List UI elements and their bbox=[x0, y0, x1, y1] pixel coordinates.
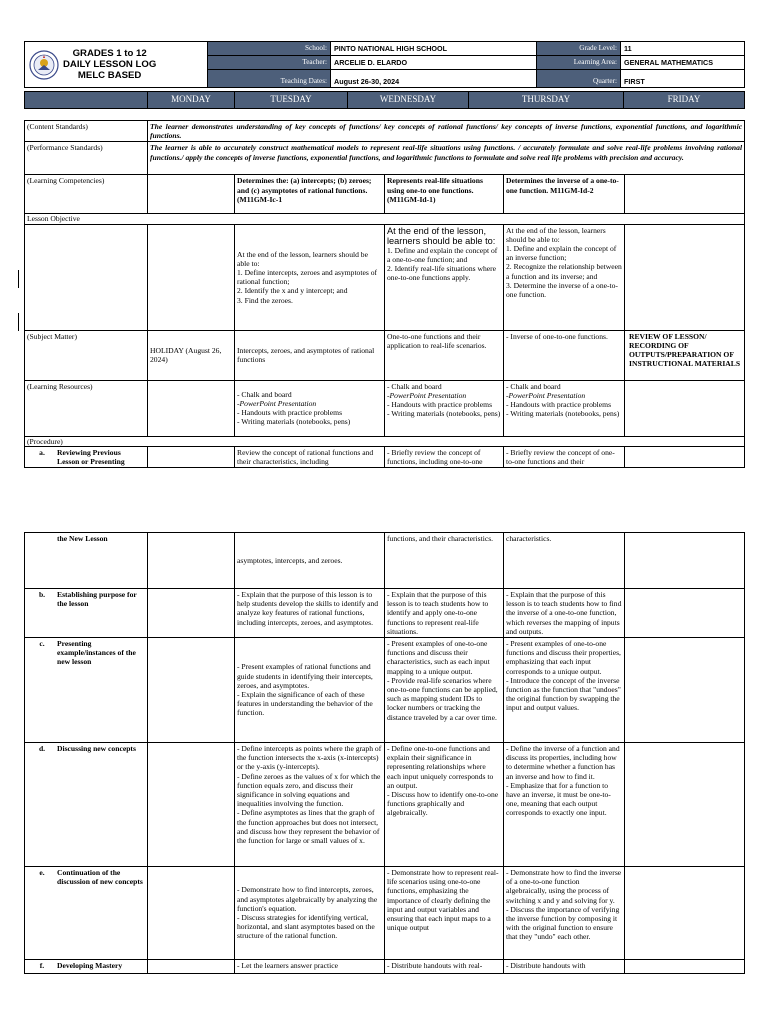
content-standards-text: The learner demonstrates understanding of key concepts of functions/ key concepts of rational functions/ key concepts of inverse functions, exponential functions, and logarithmic functions. bbox=[148, 121, 745, 142]
procedure-c-label: Presenting example/instances of the new lesson bbox=[57, 639, 136, 667]
objective-friday bbox=[625, 224, 745, 330]
resource-item: - Chalk and board bbox=[387, 381, 442, 391]
header-title-cell bbox=[25, 42, 208, 88]
procedure-a-monday bbox=[148, 446, 235, 467]
subject-thursday: - Inverse of one-to-one functions. bbox=[504, 330, 625, 380]
procedure-a-label: Reviewing Previous Lesson or Presenting bbox=[57, 447, 125, 467]
subject-wednesday: One-to-one functions and their application to real-life scenarios. bbox=[385, 330, 504, 380]
procedure-b-tuesday: - Explain that the purpose of this lesson is to help students develop the skills to identify and analyze key features of rational functions, including intercepts, zeroes, and asymptotes. bbox=[235, 589, 385, 638]
procedure-d-tuesday: - Define intercepts as points where the graph of the function intersects the x-axis (x-intercepts) or the y-axis (y-intercepts). - Define zeroes as the values of x for which the function equals zero, and discuss their significance in solving equations and inequalities involving the function. - Define asymptotes as lines that the graph of the function approaches but does not intersect, and discuss how they represent the behavior of the function for large or small values of x. bbox=[235, 743, 385, 867]
procedure-a-tuesday-cont: asymptotes, intercepts, and zeroes. bbox=[235, 533, 385, 589]
resource-item: - Handouts with practice problems bbox=[506, 400, 612, 410]
day-friday: FRIDAY bbox=[624, 92, 745, 109]
resource-item: -PowerPoint Presentation bbox=[237, 398, 317, 408]
procedure-c-thursday: - Present examples of one-to-one functions and discuss their properties, emphasizing that each input corresponds to a unique output. - Introduce the concept of the inverse function as the function that "undoes" the original function by swapping the input and output values. bbox=[504, 638, 625, 743]
procedure-a-thursday-cont: characteristics. bbox=[504, 533, 625, 589]
resource-item: - Writing materials (notebooks, pens) bbox=[506, 409, 620, 419]
procedure-a-letter: a. bbox=[39, 447, 45, 457]
procedure-a-label-cont-cell bbox=[25, 533, 148, 589]
procedure-e-label: Continuation of the discussion of new concepts bbox=[57, 868, 143, 887]
quarter-value: FIRST bbox=[621, 70, 745, 88]
procedure-d-label: Discussing new concepts bbox=[57, 744, 136, 754]
resource-item: - Handouts with practice problems bbox=[387, 400, 493, 410]
procedure-f-tuesday: - Let the learners answer practice bbox=[235, 960, 385, 974]
resource-item: - Chalk and board bbox=[237, 389, 292, 399]
subject-matter-label: (Subject Matter) bbox=[25, 330, 148, 380]
day-wednesday: WEDNESDAY bbox=[348, 92, 469, 109]
procedure-a-friday-cont bbox=[625, 533, 745, 589]
learning-area-value: GENERAL MATHEMATICS bbox=[621, 56, 745, 70]
procedure-f-letter: f. bbox=[39, 961, 45, 971]
procedure-c-tuesday: - Present examples of rational functions and guide students in identifying their intercepts, zeroes, and asymptotes. - Explain the significance of each of these features in understanding the behavior of the function. bbox=[235, 638, 385, 743]
competency-thursday: Determines the inverse of a one-to-one function. M11GM-Id-2 bbox=[504, 175, 625, 214]
header-title-line-2: DAILY LESSON LOG bbox=[63, 59, 157, 70]
resources-tuesday-cell bbox=[235, 380, 385, 436]
procedure-e-monday bbox=[148, 867, 235, 960]
resource-item: - Chalk and board bbox=[506, 381, 561, 391]
lesson-log-table-page-1 bbox=[24, 120, 744, 468]
procedure-a-label-cell bbox=[25, 446, 148, 467]
procedure-e-label-cell bbox=[25, 867, 148, 960]
lesson-log-table-page-2 bbox=[24, 532, 744, 974]
resource-item: - Writing materials (notebooks, pens) bbox=[237, 417, 351, 427]
procedure-c-wednesday: - Present examples of one-to-one functions and discuss their characteristics, such as each input mapping to a unique output. - Provide real-life scenarios where one-to-one functions can be applied, such as mapping student IDs to locker numbers or tracking the distance traveled by a car over time. bbox=[385, 638, 504, 743]
subject-friday: REVIEW OF LESSON/ RECORDING OF OUTPUTS/PREPARATION OF INSTRUCTIONAL MATERIALS bbox=[625, 330, 745, 380]
procedure-c-monday bbox=[148, 638, 235, 743]
quarter-label: Quarter: bbox=[537, 70, 621, 88]
objective-wednesday: 1. Define and explain the concept of a one-to-one function; and 2. Identify real-life situations where one-to-one functions apply. bbox=[387, 245, 498, 283]
procedure-d-letter: d. bbox=[38, 744, 46, 754]
competency-friday bbox=[625, 175, 745, 214]
procedure-f-label: Developing Mastery bbox=[57, 961, 123, 971]
procedure-a-wednesday: - Briefly review the concept of functions, including one-to-one bbox=[385, 446, 504, 467]
procedure-a-tuesday: Review the concept of rational functions and their characteristics, including bbox=[235, 446, 385, 467]
teaching-dates-label: Teaching Dates: bbox=[208, 70, 331, 88]
resource-item: -PowerPoint Presentation bbox=[387, 390, 467, 400]
procedure-b-thursday: - Explain that the purpose of this lesson is to teach students how to find the inverse of a one-to-one function, which reverses the mapping of inputs and outputs. bbox=[504, 589, 625, 638]
procedure-b-label-cell bbox=[25, 589, 148, 638]
grade-level-value: 11 bbox=[621, 42, 745, 56]
procedure-a-label-cont: the New Lesson bbox=[57, 534, 108, 543]
procedure-d-label-cell bbox=[25, 743, 148, 867]
deped-seal-logo bbox=[29, 50, 59, 80]
resources-friday bbox=[625, 380, 745, 436]
procedure-a-wednesday-cont: functions, and their characteristics. bbox=[385, 533, 504, 589]
competency-wednesday: Represents real-life situations using one-to one functions. (M11GM-Id-1) bbox=[385, 175, 504, 214]
procedure-b-monday bbox=[148, 589, 235, 638]
resource-item: - Handouts with practice problems bbox=[237, 408, 343, 418]
procedure-f-wednesday: - Distribute handouts with real- bbox=[385, 960, 504, 974]
procedure-e-wednesday: - Demonstrate how to represent real-life scenarios using one-to-one functions, emphasizing the importance of clearly defining the input and output variables and ensuring that each input maps to a unique output bbox=[385, 867, 504, 960]
competency-tuesday: Determines the: (a) intercepts; (b) zeroes; and (c) asymptotes of rational functions. (M11GM-Ic-1 bbox=[235, 175, 385, 214]
procedure-a-friday bbox=[625, 446, 745, 467]
header-title-line-1: GRADES 1 to 12 bbox=[72, 48, 147, 59]
header-block bbox=[24, 41, 744, 84]
teacher-label: Teacher: bbox=[208, 56, 331, 70]
procedure-c-friday bbox=[625, 638, 745, 743]
procedure-b-wednesday: - Explain that the purpose of this lesson is to teach students how to identify and apply one-to-one functions to represent real-life situations. bbox=[385, 589, 504, 638]
learning-competencies-label: (Learning Competencies) bbox=[25, 175, 148, 214]
resource-item: - Writing materials (notebooks, pens) bbox=[387, 409, 501, 419]
procedure-b-label: Establishing purpose for the lesson bbox=[57, 590, 137, 609]
objective-wednesday-cell bbox=[385, 224, 504, 330]
procedure-f-friday bbox=[625, 960, 745, 974]
resource-item: -PowerPoint Presentation bbox=[506, 390, 586, 400]
performance-standards-label: (Performance Standards) bbox=[25, 142, 148, 175]
procedure-d-thursday: - Define the inverse of a function and discuss its properties, including how to determine whether a function has an inverse and how to find it. - Emphasize that for a function to have an inverse, it must be one-to-one, meaning that each output corresponds to exactly one input. bbox=[504, 743, 625, 867]
margin-mark bbox=[18, 313, 19, 331]
objective-label-blank bbox=[25, 224, 148, 330]
header-title-line-3: MELC BASED bbox=[77, 70, 142, 81]
day-monday: MONDAY bbox=[148, 92, 235, 109]
teaching-dates-value: August 26-30, 2024 bbox=[331, 70, 537, 88]
procedure-e-tuesday: - Demonstrate how to find intercepts, zeroes, and asymptotes algebraically by analyzing the function's equation. - Discuss strategies for identifying vertical, horizontal, and slant asymptotes based on the structure of the rational function. bbox=[235, 867, 385, 960]
competency-monday bbox=[148, 175, 235, 214]
margin-mark bbox=[18, 270, 19, 288]
procedure-e-friday bbox=[625, 867, 745, 960]
day-header-bar bbox=[24, 91, 744, 109]
school-label: School: bbox=[208, 42, 331, 56]
objective-wednesday-intro: At the end of the lesson, learners should be able to: bbox=[387, 225, 496, 246]
procedure-e-letter: e. bbox=[39, 868, 45, 878]
procedure-d-wednesday: - Define one-to-one functions and explain their significance in representing relationships where each input uniquely corresponds to an output. - Discuss how to identify one-to-one functions graphically and algebraically. bbox=[385, 743, 504, 867]
resources-monday bbox=[148, 380, 235, 436]
day-header-blank bbox=[25, 92, 148, 109]
procedure-d-friday bbox=[625, 743, 745, 867]
procedure-a-monday-cont bbox=[148, 533, 235, 589]
procedure-e-thursday: - Demonstrate how to find the inverse of a one-to-one function algebraically, using the process of switching x and y and solving for y. - Discuss the importance of verifying the inverse function by composing it with the original function to ensure that they "undo" each other. bbox=[504, 867, 625, 960]
lesson-objective-label: Lesson Objective bbox=[25, 214, 745, 224]
procedure-b-letter: b. bbox=[38, 590, 46, 599]
objective-tuesday-cell bbox=[235, 224, 385, 330]
day-tuesday: TUESDAY bbox=[235, 92, 348, 109]
procedure-label: (Procedure) bbox=[25, 436, 745, 446]
objective-monday bbox=[148, 224, 235, 330]
procedure-c-label-cell bbox=[25, 638, 148, 743]
subject-monday: HOLIDAY (August 26, 2024) bbox=[148, 330, 235, 380]
procedure-f-monday bbox=[148, 960, 235, 974]
learning-area-label: Learning Area: bbox=[537, 56, 621, 70]
resources-thursday-cell bbox=[504, 380, 625, 436]
procedure-a-thursday: - Briefly review the concept of one-to-one functions and their bbox=[504, 446, 625, 467]
day-thursday: THURSDAY bbox=[469, 92, 624, 109]
performance-standards-text: The learner is able to accurately construct mathematical models to represent real-life situations using functions. / accurately formulate and solve real-life problems involving rational functions./ apply the concepts of inverse functions, exponential functions, and logarithmic functions to formulate and solve real life problems with precision and accuracy. bbox=[148, 142, 745, 175]
learning-resources-label: (Learning Resources) bbox=[25, 380, 148, 436]
procedure-c-letter: c. bbox=[39, 639, 45, 649]
school-value: PINTO NATIONAL HIGH SCHOOL bbox=[331, 42, 537, 56]
procedure-f-label-cell bbox=[25, 960, 148, 974]
procedure-f-thursday: - Distribute handouts with bbox=[504, 960, 625, 974]
procedure-d-monday bbox=[148, 743, 235, 867]
subject-tuesday: Intercepts, zeroes, and asymptotes of rational functions bbox=[235, 330, 385, 380]
content-standards-label: (Content Standards) bbox=[25, 121, 148, 142]
procedure-b-friday bbox=[625, 589, 745, 638]
objective-tuesday: At the end of the lesson, learners should be able to: 1. Define intercepts, zeroes and asymptotes of rational function; 2. Identify the x and y intercept; and 3. Find the zeroes. bbox=[237, 249, 378, 305]
grade-level-label: Grade Level: bbox=[537, 42, 621, 56]
objective-thursday: At the end of the lesson, learners should be able to: 1. Define and explain the concept of an inverse function; 2. Recognize the relationship between a function and its inverse; and 3. Determine the inverse of a one-to-one function. bbox=[504, 224, 625, 330]
teacher-value: ARCELIE D. ELARDO bbox=[331, 56, 537, 70]
resources-wednesday-cell bbox=[385, 380, 504, 436]
